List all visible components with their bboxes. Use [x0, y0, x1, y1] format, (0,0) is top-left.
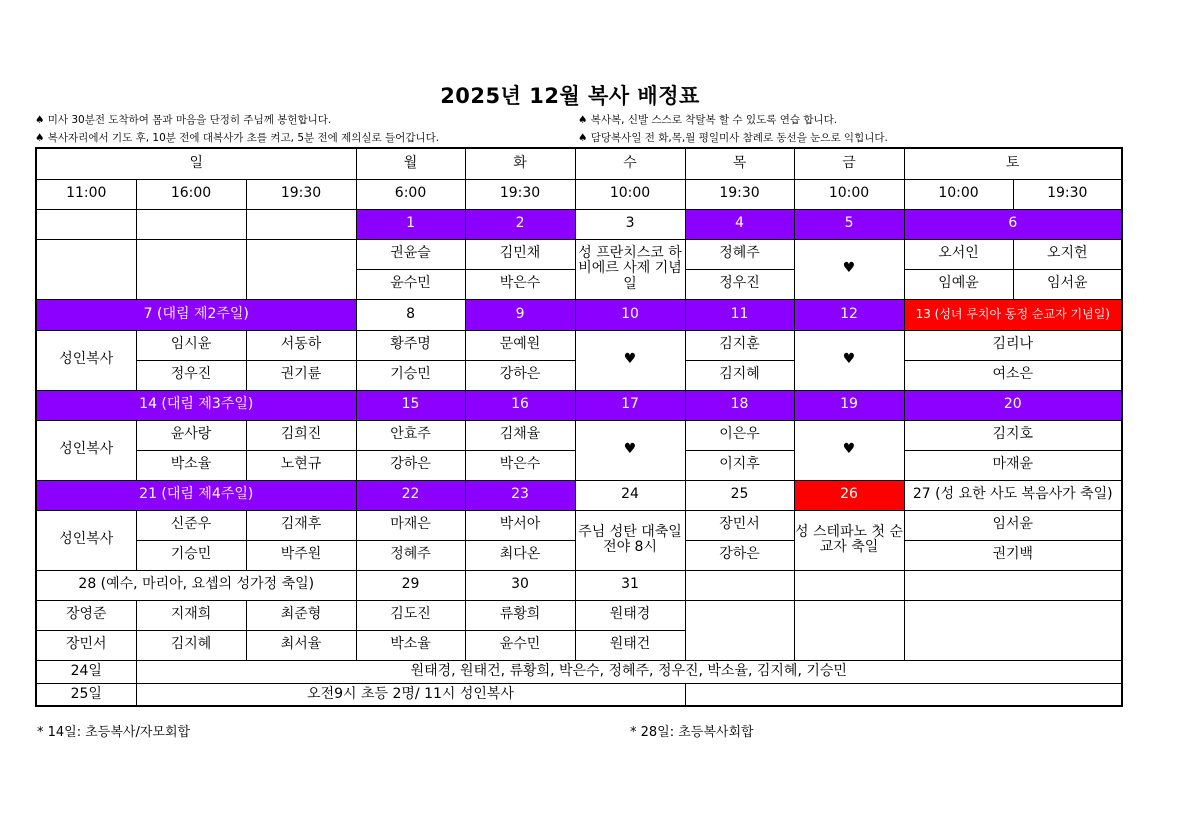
empty-cell — [136, 239, 246, 299]
date-cell: 23 — [465, 480, 575, 510]
date-cell: 30 — [465, 570, 575, 600]
date-cell: 10 — [575, 299, 685, 330]
adult-servers-label: 성인복사 — [36, 510, 136, 570]
server-name: 강하은 — [685, 540, 794, 570]
date-cell-feast: 27 (성 요한 사도 복음사가 축일) — [904, 480, 1122, 510]
empty-cell — [36, 239, 136, 299]
sunday-label: 21 (대림 제4주일) — [36, 480, 356, 510]
server-name: 신준우 — [136, 510, 246, 540]
server-name: 박소율 — [136, 450, 246, 480]
date-cell: 31 — [575, 570, 685, 600]
date-cell: 15 — [356, 390, 465, 420]
server-name: 임서윤 — [1013, 269, 1122, 299]
sunday-label: 28 (예수, 마리아, 요셉의 성가정 축일) — [36, 570, 356, 600]
server-name: 기승민 — [136, 540, 246, 570]
server-name: 강하은 — [465, 360, 575, 390]
week5-date-row — [36, 570, 1122, 600]
server-name: 박서아 — [465, 510, 575, 540]
server-name: 김도진 — [356, 600, 465, 630]
time-cell: 19:30 — [1013, 179, 1122, 209]
empty-cell — [685, 570, 794, 600]
date-cell: 19 — [794, 390, 904, 420]
day25-row — [36, 683, 1122, 706]
time-cell: 11:00 — [36, 179, 136, 209]
server-name: 지재희 — [136, 600, 246, 630]
server-name: 박소율 — [356, 630, 465, 660]
server-name: 장민서 — [685, 510, 794, 540]
empty-cell — [904, 570, 1122, 600]
server-name: 권윤슬 — [356, 239, 465, 269]
server-name: 윤수민 — [356, 269, 465, 299]
date-cell: 29 — [356, 570, 465, 600]
date-cell: 12 — [794, 299, 904, 330]
server-name: 윤수민 — [465, 630, 575, 660]
server-name: 기승민 — [356, 360, 465, 390]
date-cell: 17 — [575, 390, 685, 420]
server-name: 박은수 — [465, 450, 575, 480]
server-name: 권기륜 — [246, 360, 356, 390]
date-cell: 8 — [356, 299, 465, 330]
time-cell: 19:30 — [465, 179, 575, 209]
server-name: 원태경 — [575, 600, 685, 630]
week1-date-row — [36, 209, 1122, 239]
day-header-row — [36, 148, 1122, 179]
server-name: 정우진 — [136, 360, 246, 390]
server-name: 최서율 — [246, 630, 356, 660]
note-candles: ♠ 복사자리에서 기도 후, 10분 전에 대복사가 초를 켜고, 5분 전에 제의실로 들어갑니다. — [35, 132, 440, 144]
date-cell: 25 — [685, 480, 794, 510]
date-cell: 1 — [356, 209, 465, 239]
date-cell: 6 — [904, 209, 1122, 239]
server-name: 오서인 — [904, 239, 1013, 269]
server-name: 김민채 — [465, 239, 575, 269]
empty-cell — [685, 600, 794, 660]
date-cell: 11 — [685, 299, 794, 330]
day-sun: 일 — [36, 148, 356, 179]
server-name: 강하은 — [356, 450, 465, 480]
time-cell: 10:00 — [794, 179, 904, 209]
server-name: 임예윤 — [904, 269, 1013, 299]
day25-servers: 오전9시 초등 2명/ 11시 성인복사 — [136, 683, 685, 706]
feast-note: 성 프란치스코 하비에르 사제 기념일 — [575, 239, 685, 299]
week2-server-row-1 — [36, 330, 1122, 360]
empty-cell — [246, 209, 356, 239]
note-arrival: ♠ 미사 30분전 도착하여 몸과 마음을 단정히 주님께 봉헌합니다. — [35, 114, 332, 126]
day-wed: 수 — [575, 148, 685, 179]
date-cell: 4 — [685, 209, 794, 239]
server-name: 박주원 — [246, 540, 356, 570]
server-name: 여소은 — [904, 360, 1122, 390]
note-vestments: ♠ 복사복, 신발 스스로 착탈복 할 수 있도록 연습 합니다. — [578, 114, 838, 126]
date-cell: 2 — [465, 209, 575, 239]
day-fri: 금 — [794, 148, 904, 179]
time-cell: 19:30 — [685, 179, 794, 209]
day24-servers: 원태경, 원태건, 류황희, 박은수, 정혜주, 정우진, 박소율, 김지혜, 기승민 — [136, 660, 1122, 683]
adult-servers-label: 성인복사 — [36, 330, 136, 390]
server-name: 마재윤 — [904, 450, 1122, 480]
server-name: 오지헌 — [1013, 239, 1122, 269]
server-name: 류황희 — [465, 600, 575, 630]
sunday-label: 7 (대림 제2주일) — [36, 299, 356, 330]
date-cell: 24 — [575, 480, 685, 510]
server-name: 김채율 — [465, 420, 575, 450]
time-cell: 10:00 — [904, 179, 1013, 209]
week4-date-row — [36, 480, 1122, 510]
server-name: 윤사랑 — [136, 420, 246, 450]
server-name: 박은수 — [465, 269, 575, 299]
server-name: 이지후 — [685, 450, 794, 480]
date-cell-feast: 13 (성녀 루치아 동정 순교자 기념일) — [904, 299, 1122, 330]
week3-server-row-1 — [36, 420, 1122, 450]
empty-cell — [36, 209, 136, 239]
heart-icon: ♥ — [794, 420, 904, 480]
server-name: 정우진 — [685, 269, 794, 299]
time-cell: 19:30 — [246, 179, 356, 209]
server-name: 김희진 — [246, 420, 356, 450]
page-title: 2025년 12월 복사 배정표 — [440, 84, 700, 108]
day25-label: 25일 — [36, 683, 136, 706]
date-cell: 9 — [465, 299, 575, 330]
day-sat: 토 — [904, 148, 1122, 179]
date-cell: 20 — [904, 390, 1122, 420]
empty-cell — [794, 600, 904, 660]
server-name: 안효주 — [356, 420, 465, 450]
server-name: 서동하 — [246, 330, 356, 360]
time-cell: 16:00 — [136, 179, 246, 209]
date-cell-feast: 26 — [794, 480, 904, 510]
server-name: 권기백 — [904, 540, 1122, 570]
feast-note: 주님 성탄 대축일 전야 8시 — [575, 510, 685, 570]
footer-note-28: * 28일: 초등복사회합 — [630, 725, 754, 740]
note-weekday-mass: ♠ 담당복사일 전 화,목,월 평일미사 참례로 동선을 눈으로 익힙니다. — [578, 132, 888, 144]
adult-servers-label: 성인복사 — [36, 420, 136, 480]
footer-note-14: * 14일: 초등복사/자모회합 — [37, 725, 191, 740]
week5-server-row-1 — [36, 600, 1122, 630]
server-name: 노현규 — [246, 450, 356, 480]
empty-cell — [246, 239, 356, 299]
server-name: 마재은 — [356, 510, 465, 540]
server-name: 정혜주 — [685, 239, 794, 269]
date-cell: 3 — [575, 209, 685, 239]
empty-cell — [904, 600, 1122, 660]
server-name: 김지호 — [904, 420, 1122, 450]
time-cell: 10:00 — [575, 179, 685, 209]
server-name: 최다온 — [465, 540, 575, 570]
server-name: 최준형 — [246, 600, 356, 630]
day-mon: 월 — [356, 148, 465, 179]
empty-cell — [136, 209, 246, 239]
time-cell: 6:00 — [356, 179, 465, 209]
week2-date-row — [36, 299, 1122, 330]
week1-server-row-1 — [36, 239, 1122, 269]
server-name: 임시윤 — [136, 330, 246, 360]
date-cell: 22 — [356, 480, 465, 510]
server-name: 김리나 — [904, 330, 1122, 360]
server-name: 장민서 — [36, 630, 136, 660]
sunday-label: 14 (대림 제3주일) — [36, 390, 356, 420]
server-name: 이은우 — [685, 420, 794, 450]
day24-label: 24일 — [36, 660, 136, 683]
schedule-table — [35, 147, 1123, 707]
server-name: 김재후 — [246, 510, 356, 540]
server-name: 김지훈 — [685, 330, 794, 360]
week4-server-row-1 — [36, 510, 1122, 540]
server-name: 김지혜 — [685, 360, 794, 390]
heart-icon: ♥ — [794, 330, 904, 390]
heart-icon: ♥ — [794, 239, 904, 299]
time-row — [36, 179, 1122, 209]
date-cell: 5 — [794, 209, 904, 239]
date-cell: 16 — [465, 390, 575, 420]
server-name: 정혜주 — [356, 540, 465, 570]
server-name: 임서윤 — [904, 510, 1122, 540]
server-name: 황주명 — [356, 330, 465, 360]
empty-cell — [685, 683, 1122, 706]
week3-date-row — [36, 390, 1122, 420]
empty-cell — [794, 570, 904, 600]
server-name: 장영준 — [36, 600, 136, 630]
heart-icon: ♥ — [575, 420, 685, 480]
server-name: 원태건 — [575, 630, 685, 660]
server-name: 문예원 — [465, 330, 575, 360]
server-name: 김지혜 — [136, 630, 246, 660]
day-thu: 목 — [685, 148, 794, 179]
date-cell: 18 — [685, 390, 794, 420]
day-tue: 화 — [465, 148, 575, 179]
day24-row — [36, 660, 1122, 683]
feast-note: 성 스테파노 첫 순교자 축일 — [794, 510, 904, 570]
heart-icon: ♥ — [575, 330, 685, 390]
